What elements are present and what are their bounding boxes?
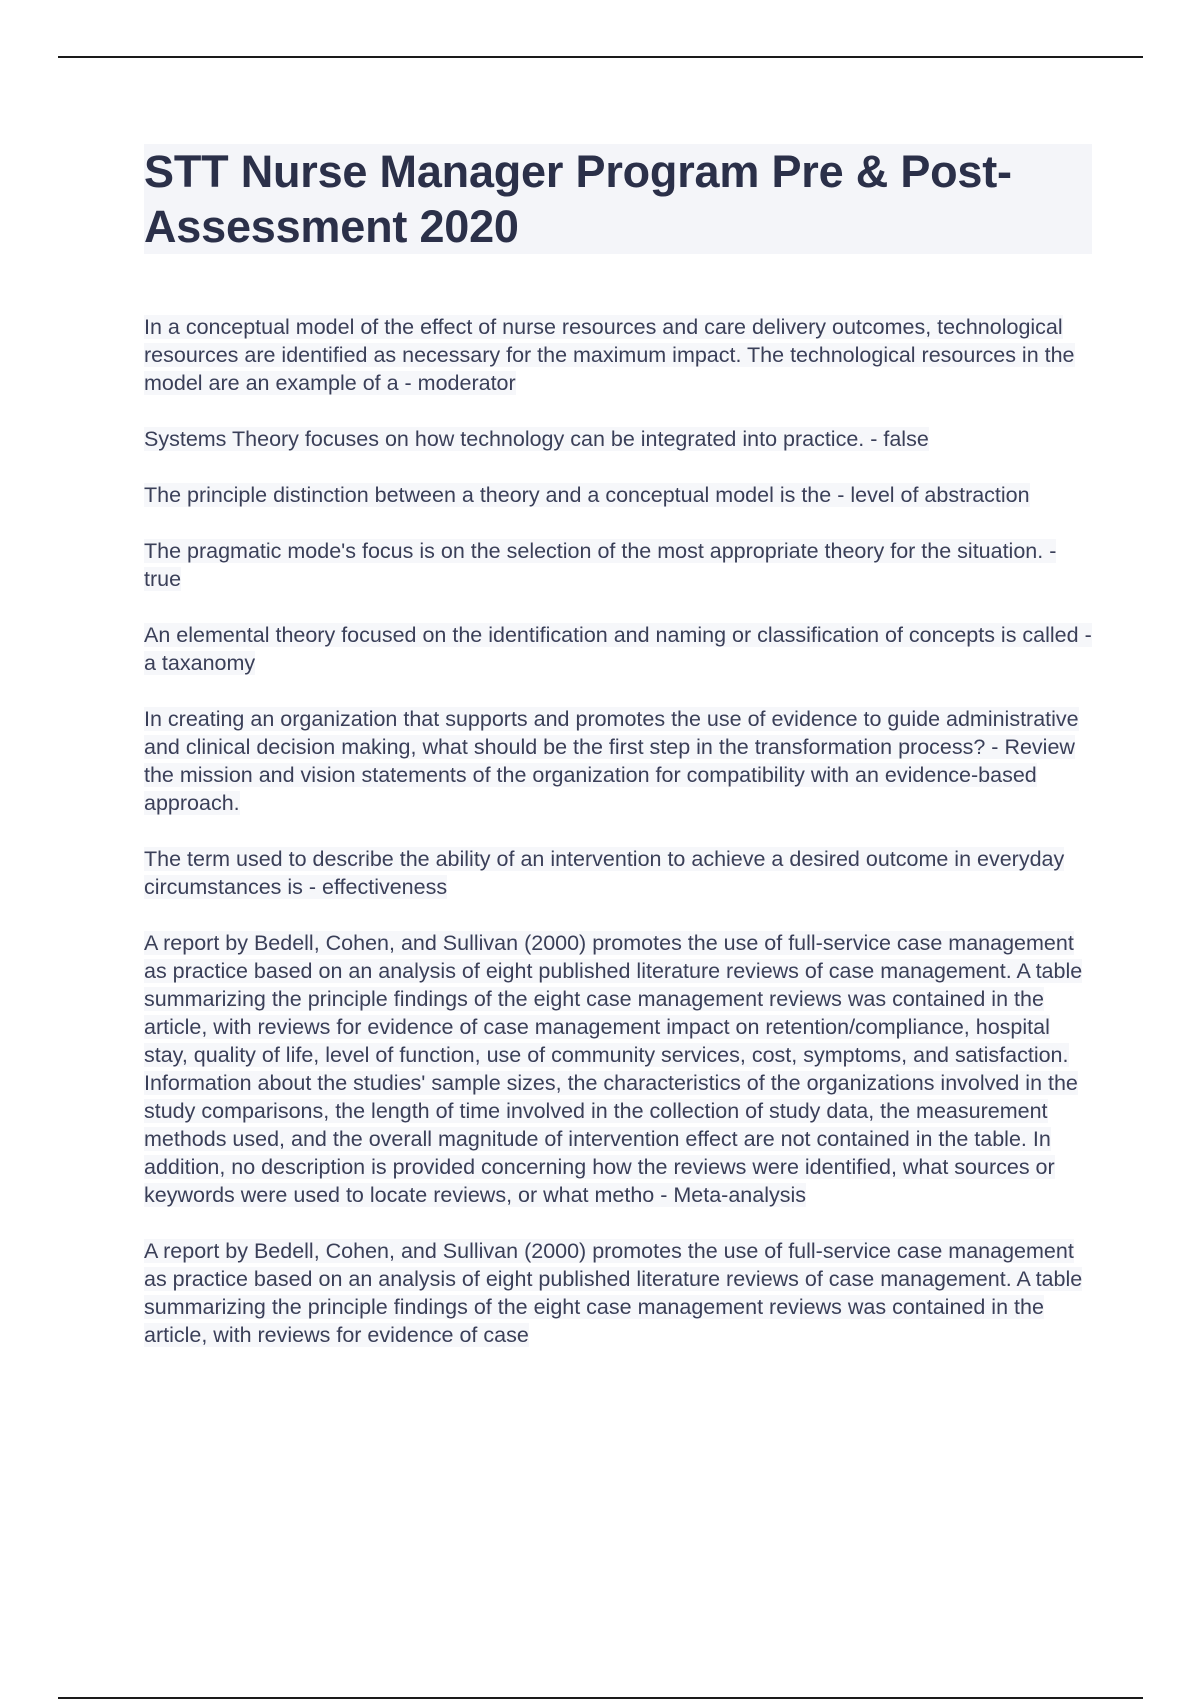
document-body	[144, 313, 1092, 1377]
qa-entry	[144, 845, 1092, 901]
qa-text: The pragmatic mode's focus is on the selection of the most appropriate theory for the situation. - true	[144, 539, 1057, 591]
qa-text: In creating an organization that supports and promotes the use of evidence to guide administrative and clinical decision making, what should be the first step in the transformation process? - Review the mission and vision statements of the organization for compatibility with an evidence-based approach.	[144, 707, 1079, 815]
qa-text: Systems Theory focuses on how technology can be integrated into practice. - false	[144, 427, 929, 451]
document-title: STT Nurse Manager Program Pre & Post-Assessment 2020	[144, 146, 1012, 252]
qa-entry	[144, 537, 1092, 593]
qa-entry	[144, 425, 1092, 453]
qa-text: The principle distinction between a theory and a conceptual model is the - level of abstraction	[144, 483, 1030, 507]
title-block	[144, 144, 1092, 254]
qa-entry	[144, 705, 1092, 817]
top-rule	[58, 56, 1143, 58]
qa-text: A report by Bedell, Cohen, and Sullivan (2000) promotes the use of full-service case management as practice based on an analysis of eight published literature reviews of case management. A table summarizing the principle findings of the eight case management reviews was contained in the article, with reviews for evidence of case management impact on retention/compliance, hospital stay, quality of life, level of function, use of community services, cost, symptoms, and satisfaction. Information about the studies' sample sizes, the characteristics of the organizations involved in the study comparisons, the length of time involved in the collection of study data, the measurement methods used, and the overall magnitude of intervention effect are not contained in the table. In addition, no description is provided concerning how the reviews were identified, what sources or keywords were used to locate reviews, or what metho - Meta-analysis	[144, 931, 1083, 1207]
qa-text: In a conceptual model of the effect of nurse resources and care delivery outcomes, technological resources are identified as necessary for the maximum impact. The technological resources in the model are an example of a - moderator	[144, 315, 1075, 395]
qa-entry	[144, 1237, 1092, 1349]
qa-entry	[144, 481, 1092, 509]
bottom-rule	[58, 1697, 1143, 1699]
qa-entry	[144, 929, 1092, 1209]
qa-text: An elemental theory focused on the identification and naming or classification of concepts is called - a taxanomy	[144, 623, 1092, 675]
qa-text: The term used to describe the ability of an intervention to achieve a desired outcome in everyday circumstances is - effectiveness	[144, 847, 1065, 899]
qa-text: A report by Bedell, Cohen, and Sullivan (2000) promotes the use of full-service case management as practice based on an analysis of eight published literature reviews of case management. A table summarizing the principle findings of the eight case management reviews was contained in the article, with reviews for evidence of case	[144, 1239, 1083, 1347]
qa-entry	[144, 313, 1092, 397]
qa-entry	[144, 621, 1092, 677]
